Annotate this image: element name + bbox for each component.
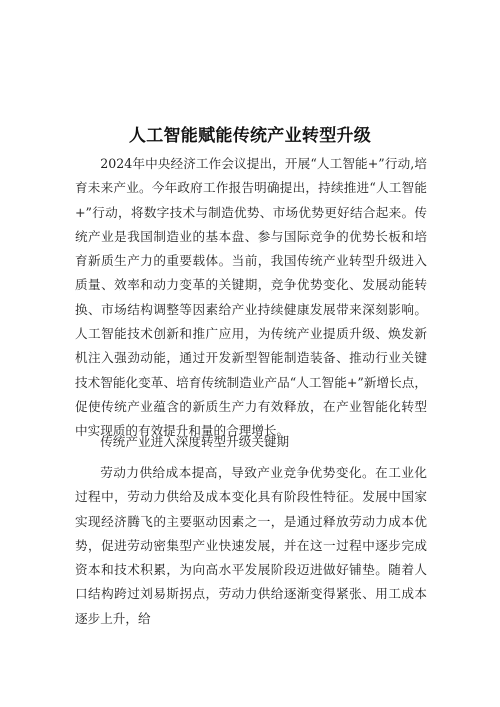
document-title: 人工智能赋能传统产业转型升级 [128,126,372,146]
section-paragraph: 劳动力供给成本提高，导致产业竞争优势变化。在工业化过程中，劳动力供给及成本变化具有阶段性特征。发展中国家实现经济腾飞的主要驱动因素之一，是通过释放劳动力成本优势，促进劳动密集型产业快速发展，并在这一过程中逐步完成资本和技术积累，为向高水平发展阶段迈进做好铺垫。随着人口结构跨过刘易斯拐点，劳动力供给逐渐变得紧张、用工成本逐步上升，给 [75,465,427,626]
section-subheading: 传统产业进入深度转型升级关键期 [100,434,290,449]
intro-paragraph: 2024年中央经济工作会议提出，开展“人工智能+”行动,培育未来产业。今年政府工作报告明确提出，持续推进“人工智能+”行动，将数字技术与制造优势、市场优势更好结合起来。传统产业是我国制造业的基本盘、参与国际竞争的优势长板和培育新质生产力的重要载体。当前，我国传统产业转型升级进入质量、效率和动力变革的关键期，竞争优势变化、发展动能转换、市场结构调整等因素给产业持续健康发展带来深刻影响。人工智能技术创新和推广应用，为传统产业提质升级、焕发新机注入强劲动能，通过开发新型智能制造装备、推动行业关键技术智能化变革、培育传统制造业产品“人工智能+”新增长点，促使传统产业蕴含的新质生产力有效释放，在产业智能化转型中实现质的有效提升和量的合理增长。 [75,156,427,439]
